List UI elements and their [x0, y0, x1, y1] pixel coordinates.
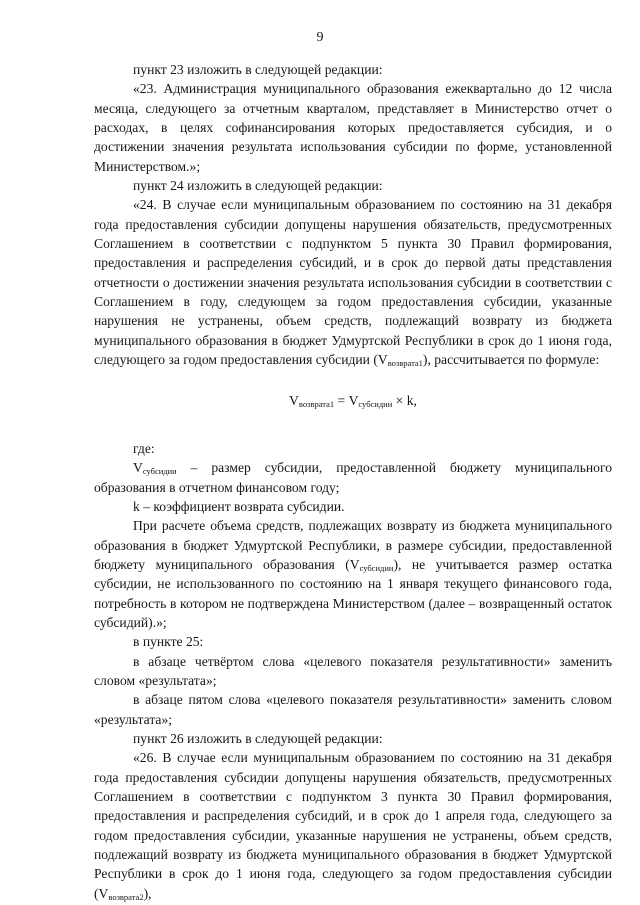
paragraph-calculation [94, 516, 612, 632]
text-run: «24. В случае если муниципальным образованием по состоянию на 31 декабря года предоставления субсидии допущены нарушения обязательств, предусмотренных Соглашением в соответствии с подпунктом 5 пункта 30 Правил формирования, предоставления и распределения субсидий, и в срок до первой даты представления отчетности о достижении значения результата использования субсидии в соответствии с Соглашением в году, следующем за годом предоставления субсидии, указанные нарушения не устранены, объем средств, подлежащий возврату из бюджета муниципального образования в бюджет Удмуртской Республики в срок до 1 июня года, следующего за годом предоставления субсидии (V [94, 197, 612, 368]
subscript: возврата1 [387, 358, 423, 369]
page-number: 9 [316, 30, 324, 45]
paragraph-instruction-25: в пункте 25: [133, 634, 204, 650]
formula-symbol: V [289, 392, 299, 408]
text-run: ), рассчитывается по формуле: [422, 352, 600, 368]
paragraph-definition-vsubsidii [94, 458, 612, 497]
text-run: – размер субсидии, предоставленной бюджету муниципального образования в отчетном финансовом году; [94, 460, 612, 495]
paragraph-instruction-26: пункт 26 изложить в следующей редакции: [133, 731, 383, 746]
document-body [94, 60, 612, 903]
formula [94, 391, 612, 410]
paragraph-clause-26 [94, 748, 612, 903]
subscript: возврата1 [298, 398, 335, 409]
text-run: ), не учитывается размер остатка субсидии, не использованного по состоянию на 1 января текущего финансового года, потребность в котором не подтверждена Министерством (далее – возвращенный остаток субсидий).»; [94, 556, 612, 630]
paragraph-amend-fifth: в абзаце пятом слова «целевого показателя результативности» заменить словом «результата»; [94, 692, 612, 727]
paragraph-instruction-24: пункт 24 изложить в следующей редакции: [133, 178, 383, 194]
text-run: При расчете объема средств, подлежащих возврату из бюджета муниципального образования в бюджет Удмуртской Республики, в размере субсидии, предоставленной бюджету муниципального образования (V [94, 518, 612, 572]
paragraph-clause-23: «23. Администрация муниципального образования ежеквартально до 12 числа месяца, следующего за отчетным кварталом, представляет в Министерство отчет о расходах, в целях софинансирования которых предоставляется субсидия, и о достижении значения результата использования субсидии по форме, установленной Министерством.»; [94, 81, 612, 174]
text-run: «26. В случае если муниципальным образованием по состоянию на 31 декабря года предоставления субсидии допущены нарушения обязательств, предусмотренных Соглашением в соответствии с подпунктом 3 пункта 30 Правил формирования, предоставления и распределения субсидий, и в срок до 1 апреля года, следующего за годом предоставления субсидии, указанные нарушения не устранены, объем средств, подлежащий возврату из бюджета муниципального образования в бюджет Удмуртской Республики в срок до 1 июня года, следующего за годом предоставления субсидии (V [94, 750, 612, 901]
paragraph-clause-24 [94, 195, 612, 369]
subscript: возврата2 [108, 891, 144, 902]
text-run: ), [143, 885, 152, 901]
paragraph-where: где: [133, 440, 155, 456]
text-run: V [133, 460, 143, 476]
paragraph-instruction-23: пункт 23 изложить в следующей редакции: [133, 62, 383, 77]
subscript: субсидии [358, 398, 393, 409]
subscript: субсидии [142, 466, 177, 477]
paragraph-amend-fourth: в абзаце четвёртом слова «целевого показателя результативности» заменить словом «результата»; [94, 653, 612, 688]
formula-equals: = V [334, 392, 359, 408]
paragraph-definition-k: k – коэффициент возврата субсидии. [133, 498, 345, 514]
formula-rest: × k, [392, 392, 417, 408]
subscript: субсидии [359, 562, 394, 573]
